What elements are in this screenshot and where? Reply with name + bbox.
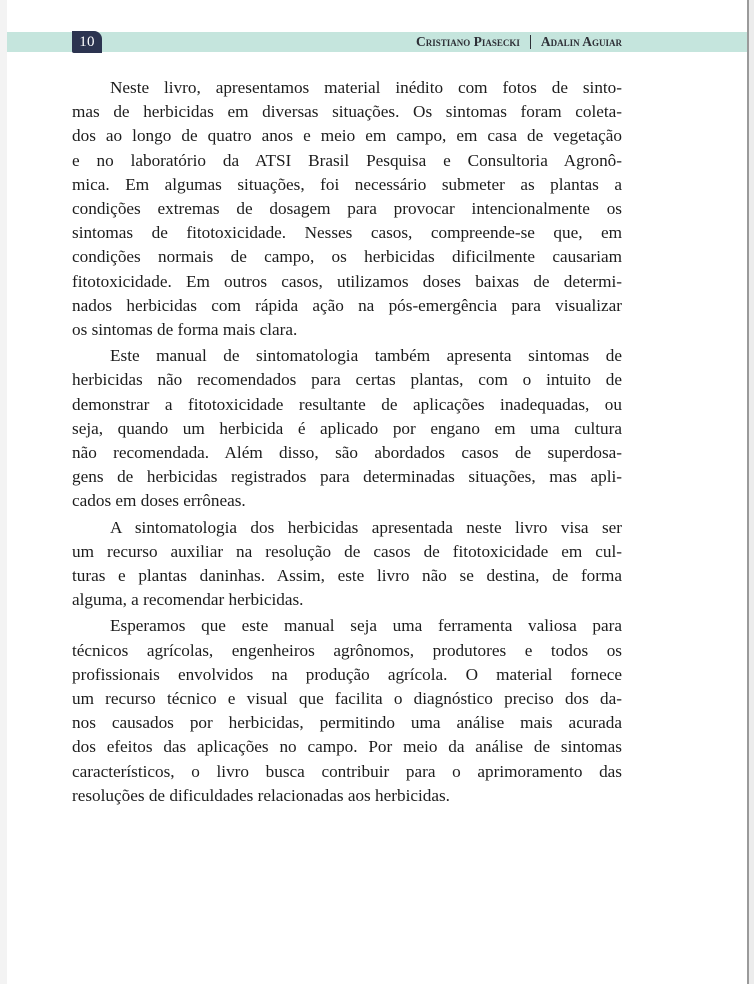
text-line: Neste livro, apresentamos material inédito com fotos de sinto- xyxy=(110,78,622,97)
text-line: um recurso técnico e visual que facilita o diagnóstico preciso dos da- xyxy=(72,689,622,709)
paragraph xyxy=(72,614,622,808)
text-line: um recurso auxiliar na resolução de casos de fitotoxicidade em cul- xyxy=(72,541,622,561)
text-line: nados herbicidas com rápida ação na pós-emergência para visualizar xyxy=(72,295,622,315)
text-line: dos ao longo de quatro anos e meio em campo, em casa de vegetação xyxy=(72,126,622,146)
text-line: dos efeitos das aplicações no campo. Por meio da análise de sintomas xyxy=(72,737,622,757)
text-line: Esperamos que este manual seja uma ferramenta valiosa para xyxy=(110,616,622,636)
running-header-band xyxy=(7,32,747,52)
paragraph xyxy=(72,76,622,342)
text-line: característicos, o livro busca contribuir para o aprimoramento das xyxy=(72,761,622,781)
text-line: nos causados por herbicidas, permitindo uma análise mais acurada xyxy=(72,713,622,733)
text-line: não recomendada. Além disso, são abordados casos de superdosa- xyxy=(72,443,622,463)
author-name: Cristiano Piasecki xyxy=(415,34,520,49)
text-line: os sintomas de forma mais clara. xyxy=(72,320,298,340)
text-line: seja, quando um herbicida é aplicado por engano em uma cultura xyxy=(72,418,622,438)
text-line: condições normais de campo, os herbicidas dificilmente causariam xyxy=(72,247,622,267)
text-line: profissionais envolvidos na produção agrícola. O material fornece xyxy=(72,664,622,684)
text-line: condições extremas de dosagem para provocar intencionalmente os xyxy=(72,199,622,219)
text-line: herbicidas não recomendados para certas plantas, com o intuito de xyxy=(72,370,622,390)
text-line: sintomas de fitotoxicidade. Nesses casos, compreende-se que, em xyxy=(72,223,622,243)
text-line: técnicos agrícolas, engenheiros agrônomos, produtores e todos os xyxy=(72,640,622,660)
page-number: 10 xyxy=(72,31,102,53)
text-line: fitotoxicidade. Em outros casos, utilizamos doses baixas de determi- xyxy=(72,271,622,291)
text-line: mas de herbicidas em diversas situações. Os sintomas foram coleta- xyxy=(72,102,622,122)
text-line: A sintomatologia dos herbicidas apresentada neste livro visa ser xyxy=(110,517,622,537)
paragraph xyxy=(72,344,622,513)
viewer-background xyxy=(749,0,754,984)
text-line: resoluções de dificuldades relacionadas aos herbicidas. xyxy=(72,785,450,805)
text-line: alguma, a recomendar herbicidas. xyxy=(72,590,304,610)
paragraph xyxy=(72,516,622,613)
running-head-authors xyxy=(416,32,622,52)
text-line: turas e plantas daninhas. Assim, este livro não se destina, de forma xyxy=(72,566,622,586)
text-line: Este manual de sintomatologia também apresenta sintomas de xyxy=(110,346,622,366)
text-line: cados em doses errôneas. xyxy=(72,491,246,511)
text-line: demonstrar a fitotoxicidade resultante de aplicações inadequadas, ou xyxy=(72,394,622,414)
author-separator xyxy=(530,35,531,49)
text-line: e no laboratório da ATSI Brasil Pesquisa e Consultoria Agronô- xyxy=(72,150,622,170)
text-line: mica. Em algumas situações, foi necessário submeter as plantas a xyxy=(72,174,622,194)
text-line: gens de herbicidas registrados para determinadas situações, mas apli- xyxy=(72,467,622,487)
body-text xyxy=(72,76,622,810)
author-name: Adalin Aguiar xyxy=(540,34,622,49)
